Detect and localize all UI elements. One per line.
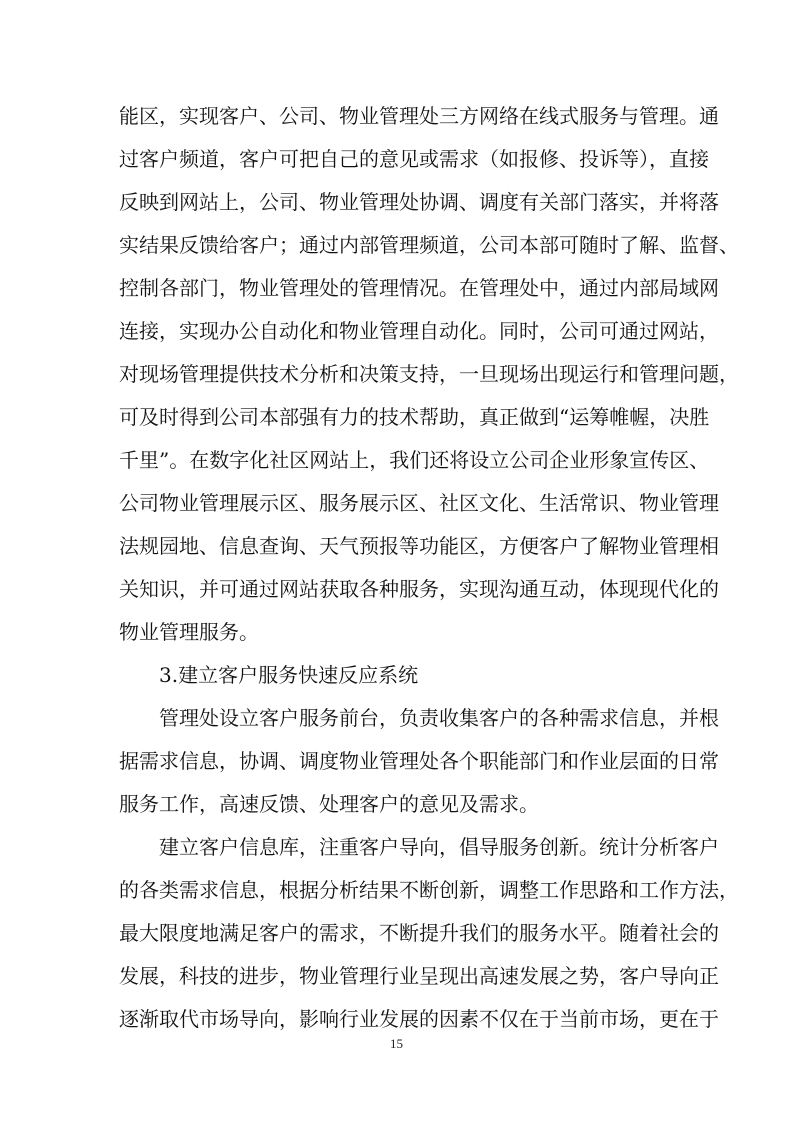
text-line: 公司物业管理展示区、服务展示区、社区文化、生活常识、物业管理	[119, 491, 719, 515]
text-line: 据需求信息，协调、调度物业管理处各个职能部门和作业层面的日常	[119, 749, 719, 773]
text-line: 建立客户信息库，注重客户导向，倡导服务创新。统计分析客户	[159, 835, 719, 859]
text-line: 的各类需求信息，根据分析结果不断创新，调整工作思路和工作方法，	[119, 878, 739, 902]
text-line: 实结果反馈给客户；通过内部管理频道，公司本部可随时了解、监督、	[119, 233, 739, 257]
text-line: 连接，实现办公自动化和物业管理自动化。同时，公司可通过网站，	[119, 319, 719, 343]
text-line: 控制各部门，物业管理处的管理情况。在管理处中，通过内部局域网	[119, 276, 719, 300]
text-line: 法规园地、信息查询、天气预报等功能区，方便客户了解物业管理相	[119, 534, 719, 558]
text-line: 千里”。在数字化社区网站上，我们还将设立公司企业形象宣传区、	[119, 448, 710, 472]
text-line: 反映到网站上，公司、物业管理处协调、调度有关部门落实，并将落	[119, 190, 719, 214]
text-line: 管理处设立客户服务前台，负责收集客户的各种需求信息，并根	[159, 706, 719, 730]
text-line: 关知识，并可通过网站获取各种服务，实现沟通互动，体现现代化的	[119, 577, 719, 601]
text-line: 最大限度地满足客户的需求，不断提升我们的服务水平。随着社会的	[119, 921, 719, 945]
text-line: 物业管理服务。	[119, 620, 259, 644]
text-line: 服务工作，高速反馈、处理客户的意见及需求。	[119, 792, 539, 816]
text-line: 发展，科技的进步，物业管理行业呈现出高速发展之势，客户导向正	[119, 964, 719, 988]
text-line: 对现场管理提供技术分析和决策支持，一旦现场出现运行和管理问题，	[119, 362, 739, 386]
page-number: 15	[390, 1036, 403, 1051]
section-heading: 3.建立客户服务快速反应系统	[159, 663, 419, 687]
text-line: 能区，实现客户、公司、物业管理处三方网络在线式服务与管理。通	[119, 104, 719, 128]
text-line: 可及时得到公司本部强有力的技术帮助，真正做到“运筹帷幄，决胜	[119, 405, 710, 429]
text-line: 过客户频道，客户可把自己的意见或需求（如报修、投诉等），直接	[119, 147, 709, 171]
text-line: 逐渐取代市场导向，影响行业发展的因素不仅在于当前市场，更在于	[119, 1007, 719, 1031]
